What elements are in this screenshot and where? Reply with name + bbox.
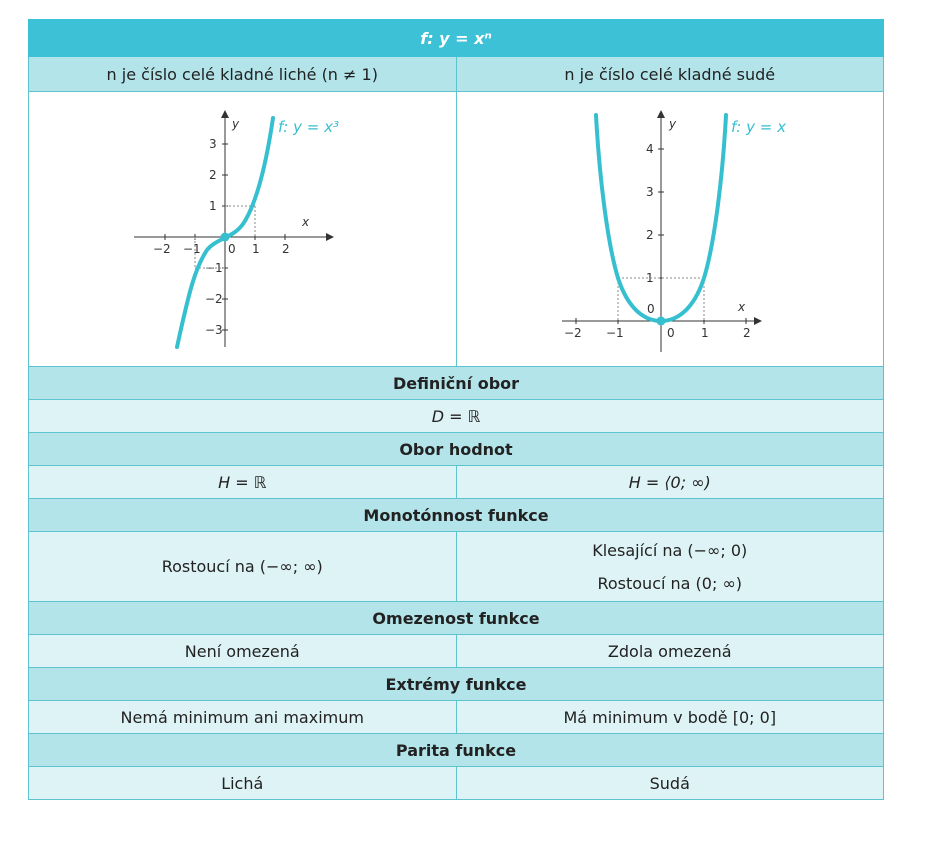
column-header-odd: n je číslo celé kladné liché (n ≠ 1) — [106, 64, 378, 84]
domain-value: D = ℝ — [431, 406, 481, 426]
monotonicity-even-decreasing: Klesající na (−∞; 0) — [592, 540, 748, 560]
properties-table — [28, 19, 884, 800]
y-tick-label: 1 — [646, 270, 654, 285]
parity-even: Sudá — [456, 767, 884, 799]
section-domain-values — [28, 400, 884, 433]
y-tick-label: 3 — [209, 136, 217, 151]
y-tick-label: 1 — [209, 198, 217, 213]
graph-row — [28, 92, 884, 367]
y-axis-label: y — [232, 116, 240, 131]
column-header-row — [28, 57, 884, 92]
section-parity-values — [28, 767, 884, 800]
section-range-values — [28, 466, 884, 499]
bounded-even: Zdola omezená — [456, 635, 884, 667]
section-monotonicity-header — [28, 499, 884, 532]
range-even: H = ⟨0; ∞) — [456, 466, 884, 498]
section-parity-header — [28, 734, 884, 767]
section-title: Omezenost funkce — [372, 608, 540, 628]
extrema-odd: Nemá minimum ani maximum — [120, 707, 364, 727]
bounded-odd: Není omezená — [184, 641, 300, 661]
graph-cubic — [29, 92, 456, 367]
section-range-header — [28, 433, 884, 466]
y-tick-label: −3 — [205, 322, 223, 337]
x-axis-label: x — [738, 299, 746, 314]
column-header-even: n je číslo celé kladné sudé — [456, 57, 884, 91]
section-title: Monotónnost funkce — [363, 505, 549, 525]
origin-label: 0 — [228, 241, 236, 256]
graph-even-cell — [456, 92, 884, 366]
extrema-even: Má minimum v bodě [0; 0] — [456, 701, 884, 733]
x-tick-label: −2 — [564, 325, 582, 340]
x-axis-arrow — [326, 233, 334, 241]
x-tick-label: −1 — [606, 325, 624, 340]
y-tick-label: 4 — [646, 141, 654, 156]
curve-label: f: y = x — [731, 117, 786, 136]
section-extrema-header — [28, 668, 884, 701]
y-tick-label: −2 — [205, 291, 223, 306]
parity-odd: Lichá — [221, 773, 264, 793]
monotonicity-odd: Rostoucí na (−∞; ∞) — [161, 557, 323, 576]
monotonicity-even-increasing: Rostoucí na (0; ∞) — [597, 573, 743, 593]
x-tick-label: 2 — [743, 325, 751, 340]
table-title-row — [28, 19, 884, 57]
x-tick-label: −2 — [153, 241, 171, 256]
curve-label: f: y = x³ — [278, 117, 339, 136]
section-title: Obor hodnot — [399, 439, 513, 459]
x-axis-label: x — [302, 214, 310, 229]
y-axis-label: y — [669, 116, 677, 131]
y-axis-arrow — [221, 110, 229, 118]
y-axis-arrow — [657, 110, 665, 118]
section-bounded-header — [28, 602, 884, 635]
y-tick-label: 3 — [646, 184, 654, 199]
origin-point — [221, 232, 230, 241]
section-title: Definiční obor — [392, 373, 520, 393]
zero-y-label: 0 — [647, 301, 655, 316]
section-bounded-values — [28, 635, 884, 668]
section-extrema-values — [28, 701, 884, 734]
range-odd: H = ℝ — [218, 472, 267, 492]
x-tick-label: 1 — [252, 241, 260, 256]
x-tick-label: 2 — [282, 241, 290, 256]
monotonicity-even — [456, 532, 884, 601]
origin-label: 0 — [667, 325, 675, 340]
graph-quartic — [457, 92, 884, 367]
graph-odd-cell — [29, 92, 456, 366]
section-title: Extrémy funkce — [385, 674, 527, 694]
section-monotonicity-values — [28, 532, 884, 602]
y-tick-label: 2 — [646, 227, 654, 242]
y-tick-label: −1 — [205, 260, 223, 275]
section-title: Parita funkce — [395, 740, 517, 760]
table-title: f: y = xⁿ — [420, 28, 492, 48]
section-domain-header — [28, 367, 884, 400]
x-tick-label: 1 — [701, 325, 709, 340]
vertex-point — [657, 316, 666, 325]
x-tick-label: −1 — [183, 241, 201, 256]
y-tick-label: 2 — [209, 167, 217, 182]
x-axis-arrow — [754, 317, 762, 325]
